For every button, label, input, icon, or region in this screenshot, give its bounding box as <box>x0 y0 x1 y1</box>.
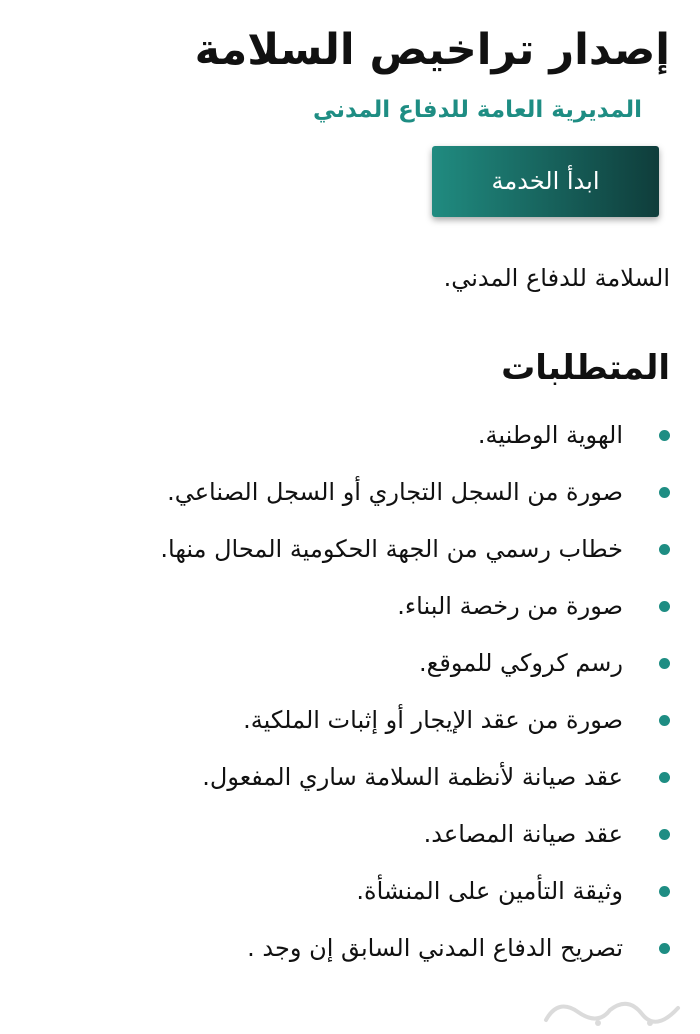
service-description: السلامة للدفاع المدني. <box>443 264 670 292</box>
requirement-label: تصريح الدفاع المدني السابق إن وجد . <box>247 934 623 962</box>
requirements-list <box>30 414 670 984</box>
requirement-label: وثيقة التأمين على المنشأة. <box>356 877 623 905</box>
bullet-dot-icon <box>659 601 670 612</box>
requirement-item <box>30 471 670 514</box>
bullet-dot-icon <box>659 886 670 897</box>
requirement-label: عقد صيانة لأنظمة السلامة ساري المفعول. <box>202 763 623 791</box>
requirement-label: رسم كروكي للموقع. <box>418 649 623 677</box>
requirement-label: عقد صيانة المصاعد. <box>423 820 623 848</box>
requirements-heading: المتطلبات <box>501 348 670 388</box>
requirement-item <box>30 699 670 742</box>
bullet-dot-icon <box>659 487 670 498</box>
bullet-dot-icon <box>659 430 670 441</box>
requirement-item <box>30 870 670 913</box>
requirement-label: الهوية الوطنية. <box>477 421 623 449</box>
requirement-label: صورة من عقد الإيجار أو إثبات الملكية. <box>243 706 623 734</box>
requirement-item <box>30 642 670 685</box>
start-service-button[interactable]: ابدأ الخدمة <box>432 146 659 217</box>
requirement-label: صورة من السجل التجاري أو السجل الصناعي. <box>167 478 623 506</box>
bullet-dot-icon <box>659 544 670 555</box>
bullet-dot-icon <box>659 772 670 783</box>
haraj-logo-watermark-icon <box>538 990 688 1030</box>
requirement-item <box>30 414 670 457</box>
page-title: إصدار تراخيص السلامة <box>194 25 670 75</box>
requirement-item <box>30 756 670 799</box>
requirement-item <box>30 528 670 571</box>
requirement-label: صورة من رخصة البناء. <box>397 592 623 620</box>
requirement-item <box>30 813 670 856</box>
bullet-dot-icon <box>659 943 670 954</box>
bullet-dot-icon <box>659 658 670 669</box>
requirement-label: خطاب رسمي من الجهة الحكومية المحال منها. <box>160 535 623 563</box>
bullet-dot-icon <box>659 829 670 840</box>
requirement-item <box>30 585 670 628</box>
bullet-dot-icon <box>659 715 670 726</box>
agency-subtitle: المديرية العامة للدفاع المدني <box>313 97 642 123</box>
requirement-item <box>30 927 670 970</box>
